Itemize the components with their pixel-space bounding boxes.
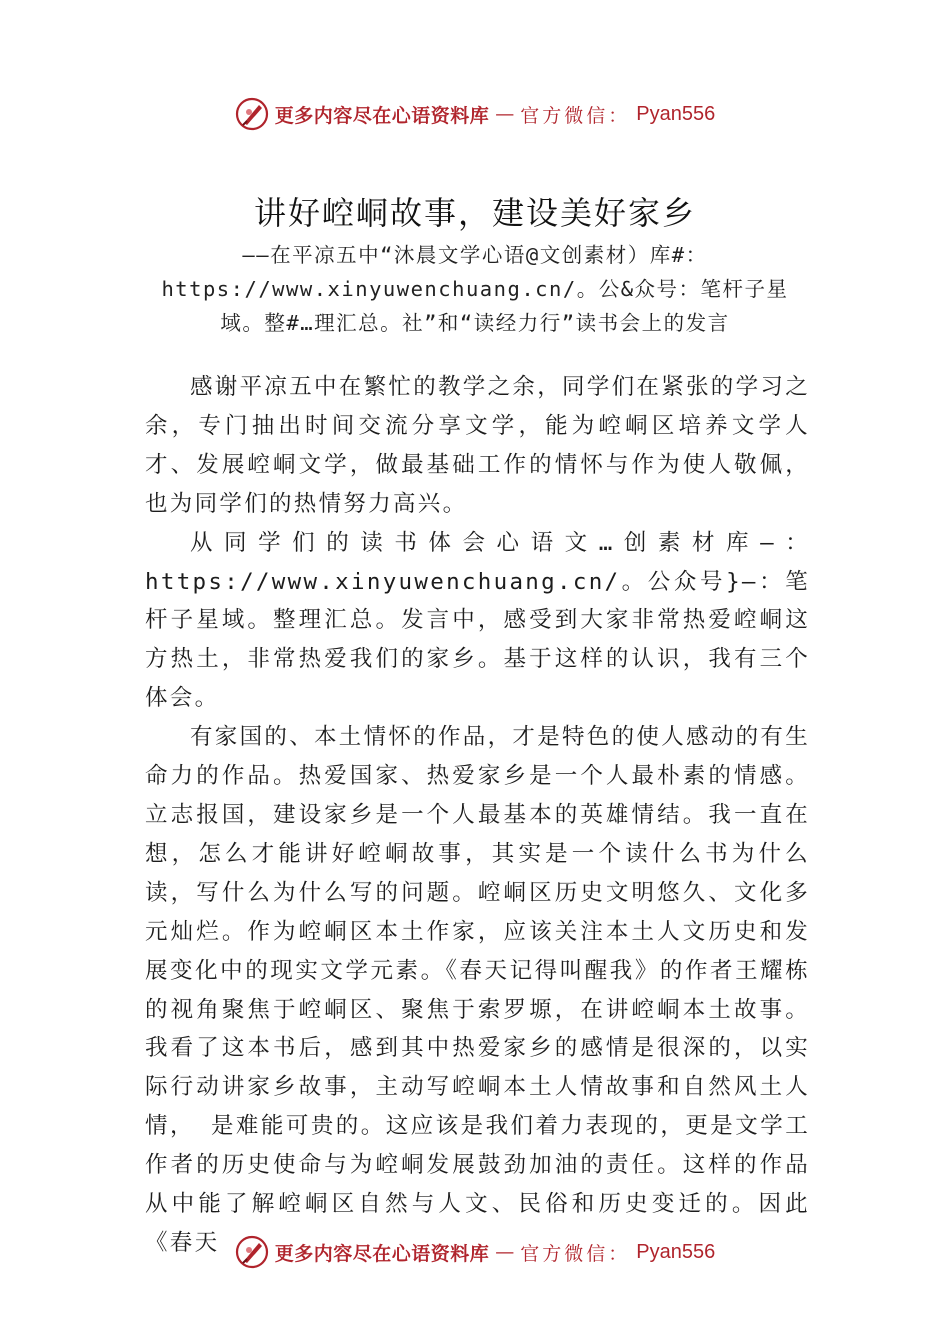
document-title: 讲好崆峒故事，建设美好家乡 bbox=[253, 194, 696, 232]
quill-pen-logo-icon bbox=[235, 97, 269, 131]
paragraph: 有家国的、本土情怀的作品，才是特色的使人感动的有生命力的作品。热爱国家、热爱家乡是一个人最朴素的情感。立志报国，建设家乡是一个人最基本的英雄情结。我一直在想，怎么才能讲好崆峒故事，其实是一个读什么书为什么读，写什么为什么写的问题。崆峒区历史文明悠久、文化多元灿烂。作为崆峒区本土作家，应该关注本土人文历史和发展变化中的现实文学元素。《春天记得叫醒我》的作者王耀栋的视角聚焦于崆峒区、聚焦于索罗塬，在讲崆峒本土故事。我看了这本书后，感到其中热爱家乡的感情是很深的，以实际行动讲家乡故事，主动写崆峒本土人情故事和自然风土人情， 是难能可贵的。这应该是我们着力表现的，更是文学工作者的历史使命与为崆峒发展鼓劲加油的责任。这样的作品从中能了解崆峒区自然与人文、民俗和历史变迁的。因此《春天 bbox=[145, 724, 811, 1256]
paragraph: 感谢平凉五中在繁忙的教学之余，同学们在紧张的学习之余，专门抽出时间交流分享文学，能为崆峒区培养文学人才、发展崆峒文学，做最基础工作的情怀与作为使人敬佩， 也为同学们的热情努力高兴。 bbox=[145, 374, 811, 517]
banner-separator: — bbox=[495, 1241, 515, 1263]
document-subtitle bbox=[150, 238, 800, 340]
document-body bbox=[145, 368, 810, 1263]
footer-banner bbox=[0, 1234, 950, 1270]
header-banner bbox=[0, 96, 950, 132]
banner-label: 官方微信： bbox=[520, 104, 631, 127]
quill-pen-logo-icon bbox=[235, 1235, 269, 1269]
paragraph: 从同学们的读书体会心语文…创素材库—：https://www.xinyuwenchuang.cn/。公众号}—：笔杆子星域。整理汇总。发言中，感受到大家非常热爱崆峒这方热土，非常热爱我们的家乡。基于这样的认识，我有三个体会。 bbox=[145, 529, 810, 712]
subtitle-line: https://www.xinyuwenchuang.cn/。公&众号：笔杆子星 bbox=[161, 277, 789, 301]
subtitle-line: 域。整#…理汇总。社”和“读经力行”读书会上的发言 bbox=[220, 311, 730, 335]
banner-text: 更多内容尽在心语资料库 bbox=[274, 104, 490, 127]
banner-label: 官方微信： bbox=[520, 1242, 631, 1265]
banner-text: 更多内容尽在心语资料库 bbox=[274, 1242, 490, 1265]
banner-wechat-id: Pyan556 bbox=[636, 1240, 716, 1263]
banner-separator: — bbox=[495, 103, 515, 125]
banner-wechat-id: Pyan556 bbox=[636, 102, 716, 125]
subtitle-line: ——在平凉五中“沐晨文学心语@文创素材）库#： bbox=[242, 243, 708, 267]
